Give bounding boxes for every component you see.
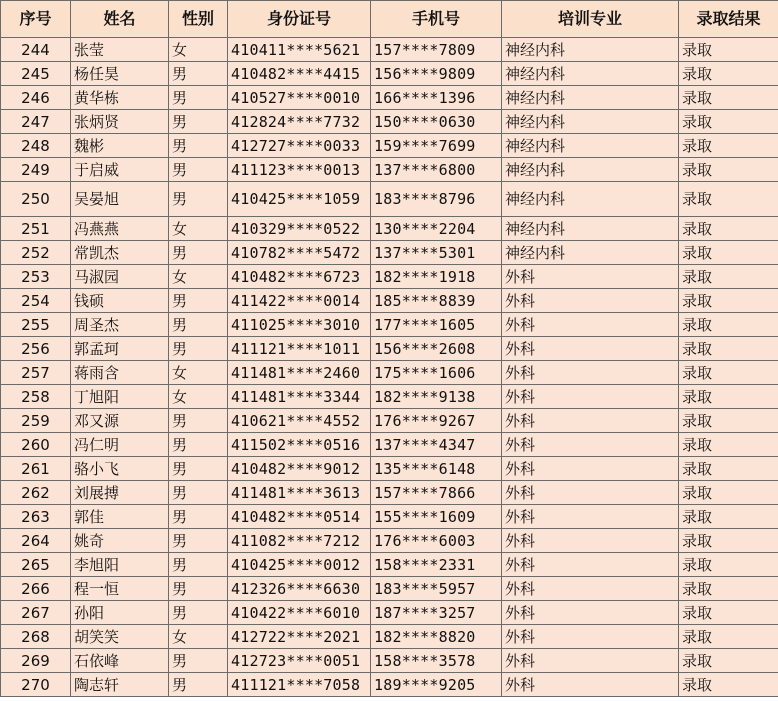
cell-major: 外科 <box>502 529 679 553</box>
cell-major: 外科 <box>502 481 679 505</box>
table-row <box>1 289 778 313</box>
cell-no: 252 <box>1 241 71 265</box>
cell-major: 外科 <box>502 601 679 625</box>
cell-gender: 男 <box>169 433 228 457</box>
cell-gender: 女 <box>169 625 228 649</box>
cell-gender: 女 <box>169 385 228 409</box>
cell-no: 257 <box>1 361 71 385</box>
cell-no: 266 <box>1 577 71 601</box>
cell-major: 神经内科 <box>502 158 679 182</box>
cell-gender: 女 <box>169 265 228 289</box>
cell-name: 胡笑笑 <box>71 625 169 649</box>
cell-phone: 183****5957 <box>371 577 502 601</box>
cell-result: 录取 <box>679 673 778 697</box>
cell-major: 外科 <box>502 673 679 697</box>
cell-phone: 156****9809 <box>371 62 502 86</box>
cell-no: 265 <box>1 553 71 577</box>
cell-result: 录取 <box>679 38 778 62</box>
cell-phone: 137****5301 <box>371 241 502 265</box>
cell-no: 262 <box>1 481 71 505</box>
cell-result: 录取 <box>679 601 778 625</box>
cell-no: 246 <box>1 86 71 110</box>
cell-name: 孙阳 <box>71 601 169 625</box>
cell-name: 张炳贤 <box>71 110 169 134</box>
cell-id-number: 410425****0012 <box>228 553 371 577</box>
cell-id-number: 410482****6723 <box>228 265 371 289</box>
cell-result: 录取 <box>679 134 778 158</box>
cell-result: 录取 <box>679 289 778 313</box>
cell-id-number: 410482****0514 <box>228 505 371 529</box>
cell-name: 郭佳 <box>71 505 169 529</box>
cell-no: 245 <box>1 62 71 86</box>
cell-major: 神经内科 <box>502 241 679 265</box>
header-row <box>1 1 778 38</box>
table-row <box>1 601 778 625</box>
cell-no: 269 <box>1 649 71 673</box>
table-row <box>1 625 778 649</box>
cell-gender: 男 <box>169 337 228 361</box>
cell-result: 录取 <box>679 86 778 110</box>
cell-id-number: 412723****0051 <box>228 649 371 673</box>
header-id-number: 身份证号 <box>228 1 371 38</box>
cell-result: 录取 <box>679 529 778 553</box>
cell-id-number: 411481****3344 <box>228 385 371 409</box>
cell-gender: 男 <box>169 457 228 481</box>
cell-no: 267 <box>1 601 71 625</box>
cell-gender: 男 <box>169 481 228 505</box>
cell-phone: 150****0630 <box>371 110 502 134</box>
cell-major: 神经内科 <box>502 62 679 86</box>
cell-result: 录取 <box>679 625 778 649</box>
table-row <box>1 409 778 433</box>
cell-phone: 159****7699 <box>371 134 502 158</box>
cell-id-number: 411121****7058 <box>228 673 371 697</box>
cell-phone: 158****2331 <box>371 553 502 577</box>
cell-major: 神经内科 <box>502 86 679 110</box>
table-row <box>1 577 778 601</box>
cell-gender: 男 <box>169 529 228 553</box>
cell-result: 录取 <box>679 217 778 241</box>
cell-id-number: 411481****3613 <box>228 481 371 505</box>
cell-id-number: 411481****2460 <box>228 361 371 385</box>
cell-id-number: 410411****5621 <box>228 38 371 62</box>
cell-major: 外科 <box>502 505 679 529</box>
cell-major: 外科 <box>502 625 679 649</box>
cell-gender: 男 <box>169 158 228 182</box>
cell-major: 外科 <box>502 289 679 313</box>
cell-name: 石依峰 <box>71 649 169 673</box>
cell-phone: 185****8839 <box>371 289 502 313</box>
cell-major: 外科 <box>502 265 679 289</box>
cell-no: 249 <box>1 158 71 182</box>
cell-gender: 男 <box>169 649 228 673</box>
cell-id-number: 410621****4552 <box>228 409 371 433</box>
cell-major: 神经内科 <box>502 182 679 217</box>
cell-no: 248 <box>1 134 71 158</box>
cell-gender: 男 <box>169 110 228 134</box>
cell-name: 骆小飞 <box>71 457 169 481</box>
cell-result: 录取 <box>679 361 778 385</box>
cell-name: 周圣杰 <box>71 313 169 337</box>
cell-major: 外科 <box>502 577 679 601</box>
cell-name: 魏彬 <box>71 134 169 158</box>
cell-name: 郭孟珂 <box>71 337 169 361</box>
table-row <box>1 241 778 265</box>
cell-result: 录取 <box>679 385 778 409</box>
cell-name: 黄华栋 <box>71 86 169 110</box>
cell-no: 255 <box>1 313 71 337</box>
cell-phone: 155****1609 <box>371 505 502 529</box>
cell-id-number: 410482****9012 <box>228 457 371 481</box>
table-row <box>1 110 778 134</box>
cell-id-number: 411502****0516 <box>228 433 371 457</box>
cell-id-number: 412824****7732 <box>228 110 371 134</box>
cell-name: 冯燕燕 <box>71 217 169 241</box>
cell-phone: 176****9267 <box>371 409 502 433</box>
cell-name: 邓又源 <box>71 409 169 433</box>
cell-result: 录取 <box>679 457 778 481</box>
table-row <box>1 529 778 553</box>
cell-gender: 男 <box>169 409 228 433</box>
table-row <box>1 313 778 337</box>
cell-name: 冯仁明 <box>71 433 169 457</box>
cell-phone: 137****4347 <box>371 433 502 457</box>
cell-no: 261 <box>1 457 71 481</box>
cell-no: 259 <box>1 409 71 433</box>
cell-major: 外科 <box>502 649 679 673</box>
cell-result: 录取 <box>679 62 778 86</box>
cell-phone: 177****1605 <box>371 313 502 337</box>
table-row <box>1 182 778 217</box>
cell-result: 录取 <box>679 265 778 289</box>
table-row <box>1 38 778 62</box>
table-row <box>1 134 778 158</box>
cell-result: 录取 <box>679 649 778 673</box>
cell-name: 蒋雨含 <box>71 361 169 385</box>
cell-major: 外科 <box>502 361 679 385</box>
cell-name: 杨任昊 <box>71 62 169 86</box>
cell-id-number: 412326****6630 <box>228 577 371 601</box>
cell-no: 253 <box>1 265 71 289</box>
cell-phone: 157****7809 <box>371 38 502 62</box>
header-phone: 手机号 <box>371 1 502 38</box>
cell-result: 录取 <box>679 182 778 217</box>
cell-major: 神经内科 <box>502 110 679 134</box>
table-row <box>1 505 778 529</box>
cell-result: 录取 <box>679 481 778 505</box>
cell-phone: 187****3257 <box>371 601 502 625</box>
cell-name: 程一恒 <box>71 577 169 601</box>
cell-result: 录取 <box>679 158 778 182</box>
cell-major: 外科 <box>502 457 679 481</box>
cell-no: 254 <box>1 289 71 313</box>
cell-no: 260 <box>1 433 71 457</box>
table-row <box>1 553 778 577</box>
cell-no: 258 <box>1 385 71 409</box>
header-major: 培训专业 <box>502 1 679 38</box>
cell-gender: 男 <box>169 577 228 601</box>
cell-phone: 182****8820 <box>371 625 502 649</box>
cell-name: 李旭阳 <box>71 553 169 577</box>
cell-id-number: 410422****6010 <box>228 601 371 625</box>
cell-name: 常凯杰 <box>71 241 169 265</box>
cell-result: 录取 <box>679 505 778 529</box>
cell-no: 250 <box>1 182 71 217</box>
cell-phone: 158****3578 <box>371 649 502 673</box>
cell-name: 吴晏旭 <box>71 182 169 217</box>
table-row <box>1 481 778 505</box>
header-gender: 性别 <box>169 1 228 38</box>
cell-major: 神经内科 <box>502 217 679 241</box>
cell-phone: 130****2204 <box>371 217 502 241</box>
cell-major: 外科 <box>502 313 679 337</box>
cell-id-number: 411123****0013 <box>228 158 371 182</box>
cell-gender: 男 <box>169 182 228 217</box>
cell-id-number: 411121****1011 <box>228 337 371 361</box>
table-row <box>1 158 778 182</box>
cell-no: 244 <box>1 38 71 62</box>
cell-result: 录取 <box>679 337 778 361</box>
cell-no: 268 <box>1 625 71 649</box>
cell-phone: 137****6800 <box>371 158 502 182</box>
cell-gender: 男 <box>169 86 228 110</box>
cell-phone: 183****8796 <box>371 182 502 217</box>
cell-result: 录取 <box>679 241 778 265</box>
cell-major: 神经内科 <box>502 134 679 158</box>
cell-id-number: 411422****0014 <box>228 289 371 313</box>
cell-id-number: 412727****0033 <box>228 134 371 158</box>
cell-gender: 男 <box>169 289 228 313</box>
cell-name: 张莹 <box>71 38 169 62</box>
cell-gender: 男 <box>169 601 228 625</box>
cell-id-number: 410782****5472 <box>228 241 371 265</box>
cell-id-number: 411025****3010 <box>228 313 371 337</box>
header-no: 序号 <box>1 1 71 38</box>
cell-result: 录取 <box>679 553 778 577</box>
cell-result: 录取 <box>679 433 778 457</box>
cell-gender: 女 <box>169 361 228 385</box>
cell-id-number: 410482****4415 <box>228 62 371 86</box>
cell-name: 马淑园 <box>71 265 169 289</box>
cell-gender: 男 <box>169 673 228 697</box>
cell-result: 录取 <box>679 409 778 433</box>
cell-phone: 175****1606 <box>371 361 502 385</box>
cell-gender: 男 <box>169 313 228 337</box>
cell-id-number: 410527****0010 <box>228 86 371 110</box>
cell-name: 于启威 <box>71 158 169 182</box>
cell-no: 251 <box>1 217 71 241</box>
cell-no: 264 <box>1 529 71 553</box>
cell-gender: 男 <box>169 241 228 265</box>
cell-result: 录取 <box>679 313 778 337</box>
table-row <box>1 361 778 385</box>
cell-phone: 135****6148 <box>371 457 502 481</box>
cell-id-number: 410329****0522 <box>228 217 371 241</box>
cell-gender: 男 <box>169 505 228 529</box>
cell-no: 247 <box>1 110 71 134</box>
cell-name: 陶志轩 <box>71 673 169 697</box>
cell-result: 录取 <box>679 110 778 134</box>
cell-name: 姚奇 <box>71 529 169 553</box>
table-row <box>1 433 778 457</box>
cell-gender: 女 <box>169 217 228 241</box>
table-row <box>1 385 778 409</box>
cell-phone: 157****7866 <box>371 481 502 505</box>
cell-no: 270 <box>1 673 71 697</box>
cell-major: 外科 <box>502 433 679 457</box>
cell-id-number: 410425****1059 <box>228 182 371 217</box>
header-name: 姓名 <box>71 1 169 38</box>
table-row <box>1 217 778 241</box>
cell-gender: 男 <box>169 62 228 86</box>
cell-major: 外科 <box>502 385 679 409</box>
cell-name: 钱硕 <box>71 289 169 313</box>
cell-name: 刘展搏 <box>71 481 169 505</box>
cell-major: 外科 <box>502 409 679 433</box>
cell-no: 263 <box>1 505 71 529</box>
table-row <box>1 86 778 110</box>
table-row <box>1 457 778 481</box>
table-row <box>1 337 778 361</box>
cell-gender: 男 <box>169 134 228 158</box>
cell-phone: 176****6003 <box>371 529 502 553</box>
table-row <box>1 649 778 673</box>
table-row <box>1 265 778 289</box>
cell-gender: 男 <box>169 553 228 577</box>
table-row <box>1 62 778 86</box>
cell-phone: 156****2608 <box>371 337 502 361</box>
cell-id-number: 411082****7212 <box>228 529 371 553</box>
cell-result: 录取 <box>679 577 778 601</box>
header-result: 录取结果 <box>679 1 778 38</box>
cell-gender: 女 <box>169 38 228 62</box>
cell-phone: 166****1396 <box>371 86 502 110</box>
cell-phone: 182****9138 <box>371 385 502 409</box>
cell-major: 外科 <box>502 553 679 577</box>
cell-major: 神经内科 <box>502 38 679 62</box>
table-row <box>1 673 778 697</box>
cell-no: 256 <box>1 337 71 361</box>
cell-major: 外科 <box>502 337 679 361</box>
cell-id-number: 412722****2021 <box>228 625 371 649</box>
cell-phone: 182****1918 <box>371 265 502 289</box>
cell-phone: 189****9205 <box>371 673 502 697</box>
cell-name: 丁旭阳 <box>71 385 169 409</box>
